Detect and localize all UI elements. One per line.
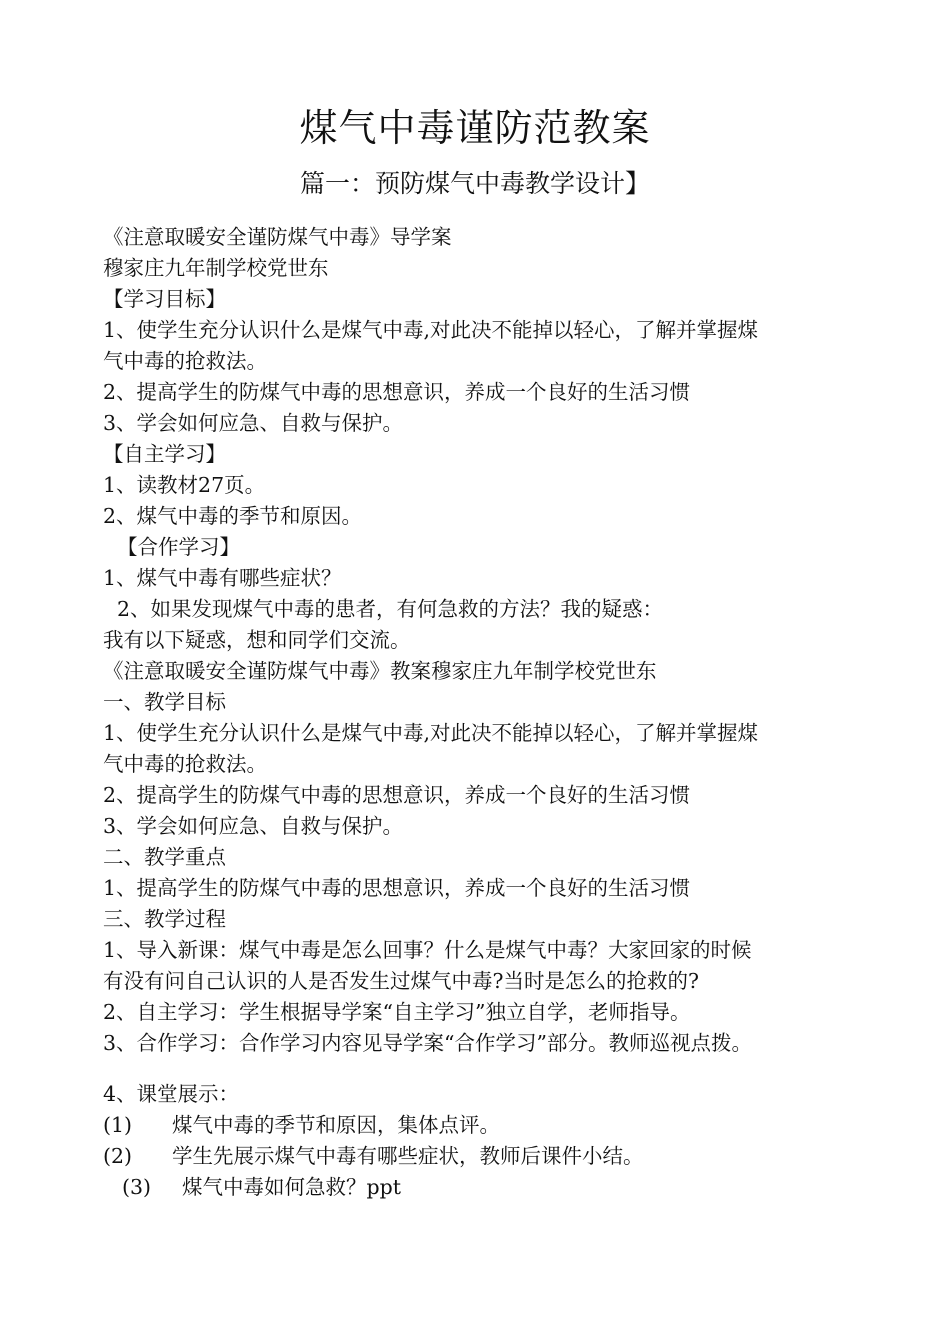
text-line: 1、煤气中毒有哪些症状？ bbox=[103, 566, 342, 590]
section-heading: 二、教学重点 bbox=[103, 845, 226, 869]
enum-marker: (2) bbox=[103, 1144, 133, 1168]
text-line: 2、提高学生的防煤气中毒的思想意识，养成一个良好的生活习惯 bbox=[103, 380, 691, 404]
section-heading: 【自主学习】 bbox=[103, 442, 226, 466]
section-heading: 一、教学目标 bbox=[103, 690, 226, 714]
text-line: 1、提高学生的防煤气中毒的思想意识，养成一个良好的生活习惯 bbox=[103, 876, 691, 900]
text-line: 气中毒的抢救法。 bbox=[103, 349, 267, 373]
text-line: 2、煤气中毒的季节和原因。 bbox=[103, 504, 363, 528]
enum-text: 煤气中毒的季节和原因，集体点评。 bbox=[172, 1113, 500, 1137]
enum-marker: (1) bbox=[103, 1113, 133, 1137]
section-heading: 三、教学过程 bbox=[103, 907, 226, 931]
section-heading: 【合作学习】 bbox=[117, 535, 240, 559]
enum-item bbox=[103, 1141, 903, 1172]
text-line: 2、提高学生的防煤气中毒的思想意识，养成一个良好的生活习惯 bbox=[103, 783, 691, 807]
paragraph-gap bbox=[103, 1059, 903, 1079]
document-subtitle: 篇一：预防煤气中毒教学设计】 bbox=[299, 169, 650, 198]
text-line: 气中毒的抢救法。 bbox=[103, 752, 267, 776]
text-line: 1、读教材27页。 bbox=[103, 473, 266, 497]
enum-item bbox=[103, 1110, 903, 1141]
text-line: 我有以下疑惑，想和同学们交流。 bbox=[103, 628, 411, 652]
section-heading: 【学习目标】 bbox=[103, 287, 226, 311]
text-line: 3、合作学习：合作学习内容见导学案“合作学习”部分。教师巡视点拨。 bbox=[103, 1031, 753, 1055]
text-line: 3、学会如何应急、自救与保护。 bbox=[103, 411, 404, 435]
text-line: 2、如果发现煤气中毒的患者，有何急救的方法？我的疑惑： bbox=[117, 597, 664, 621]
text-line: 1、导入新课：煤气中毒是怎么回事？什么是煤气中毒？大家回家的时候 bbox=[103, 938, 752, 962]
enum-text: 煤气中毒如何急救？ppt bbox=[182, 1175, 401, 1199]
enum-marker: (3) bbox=[122, 1175, 152, 1199]
enum-text: 学生先展示煤气中毒有哪些症状，教师后课件小结。 bbox=[172, 1144, 644, 1168]
text-line: 1、使学生充分认识什么是煤气中毒,对此决不能掉以轻心，了解并掌握煤 bbox=[103, 721, 759, 745]
text-line: 《注意取暖安全谨防煤气中毒》导学案 bbox=[103, 225, 452, 249]
text-line: 3、学会如何应急、自救与保护。 bbox=[103, 814, 404, 838]
enum-item bbox=[103, 1172, 903, 1203]
document-title: 煤气中毒谨防范教案 bbox=[299, 106, 651, 150]
text-line: 2、自主学习：学生根据导学案“自主学习”独立自学，老师指导。 bbox=[103, 1000, 691, 1024]
text-line: 有没有问自己认识的人是否发生过煤气中毒?当时是怎么的抢救的? bbox=[103, 969, 699, 993]
document-body bbox=[103, 222, 903, 1203]
text-line: 《注意取暖安全谨防煤气中毒》教案穆家庄九年制学校党世东 bbox=[103, 659, 657, 683]
text-line: 穆家庄九年制学校党世东 bbox=[103, 256, 329, 280]
text-line: 1、使学生充分认识什么是煤气中毒,对此决不能掉以轻心，了解并掌握煤 bbox=[103, 318, 759, 342]
text-line: 4、课堂展示： bbox=[103, 1082, 240, 1106]
